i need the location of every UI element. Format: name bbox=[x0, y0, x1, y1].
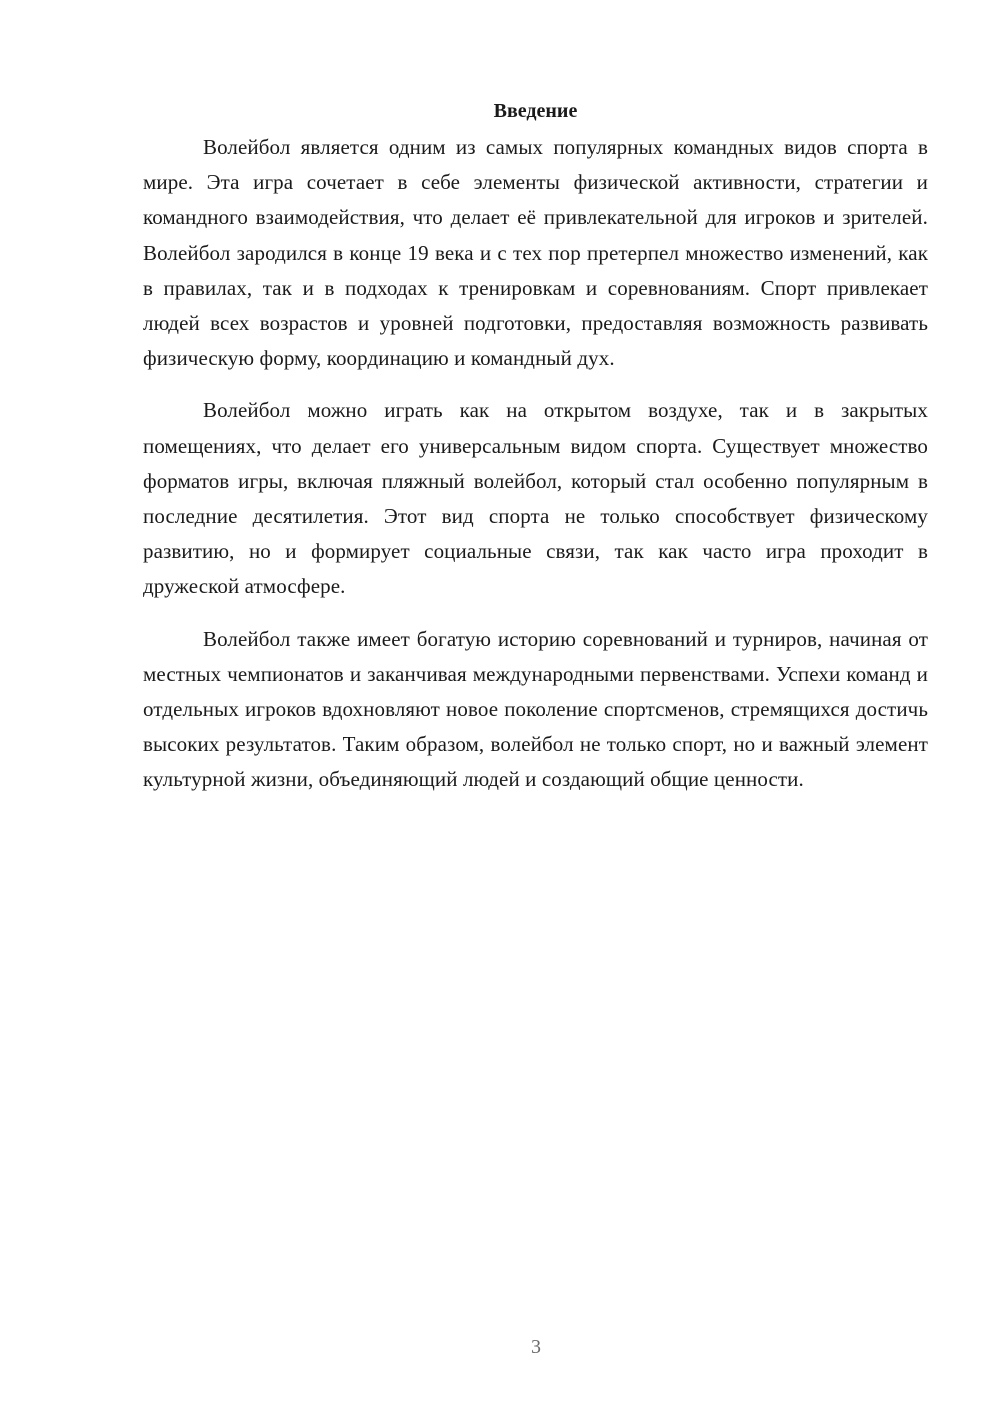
page-number: 3 bbox=[531, 1336, 541, 1358]
page-content bbox=[143, 96, 928, 798]
paragraph-2: Волейбол можно играть как на открытом воздухе, так и в закрытых помещениях, что делает его универсальным видом спорта. Существует множество форматов игры, включая пляжный волейбол, который стал особенно популярным в последние десятилетия. Этот вид спорта не только способствует физическому развитию, но и формирует социальные связи, так как часто игра проходит в дружеской атмосфере. bbox=[143, 398, 928, 599]
paragraph-3: Волейбол также имеет богатую историю соревнований и турниров, начиная от местных чемпионатов и заканчивая международными первенствами. Успехи команд и отдельных игроков вдохновляют новое поколение спортсменов, стремящихся достичь высоких результатов. Таким образом, волейбол не только спорт, но и важный элемент культурной жизни, объединяющий людей и создающий общие ценности. bbox=[143, 626, 928, 792]
paragraph-1: Волейбол является одним из самых популярных командных видов спорта в мире. Эта игра сочетает в себе элементы физической активности, стратегии и командного взаимодействия, что делает её привлекательной для игроков и зрителей. Волейбол зародился в конце 19 века и с тех пор претерпел множество изменений, как в правилах, так и в подходах к тренировкам и соревнованиям. Спорт привлекает людей всех возрастов и уровней подготовки, предоставляя возможность развивать физическую форму, координацию и командный дух. bbox=[143, 135, 928, 371]
section-title: Введение bbox=[493, 100, 578, 122]
